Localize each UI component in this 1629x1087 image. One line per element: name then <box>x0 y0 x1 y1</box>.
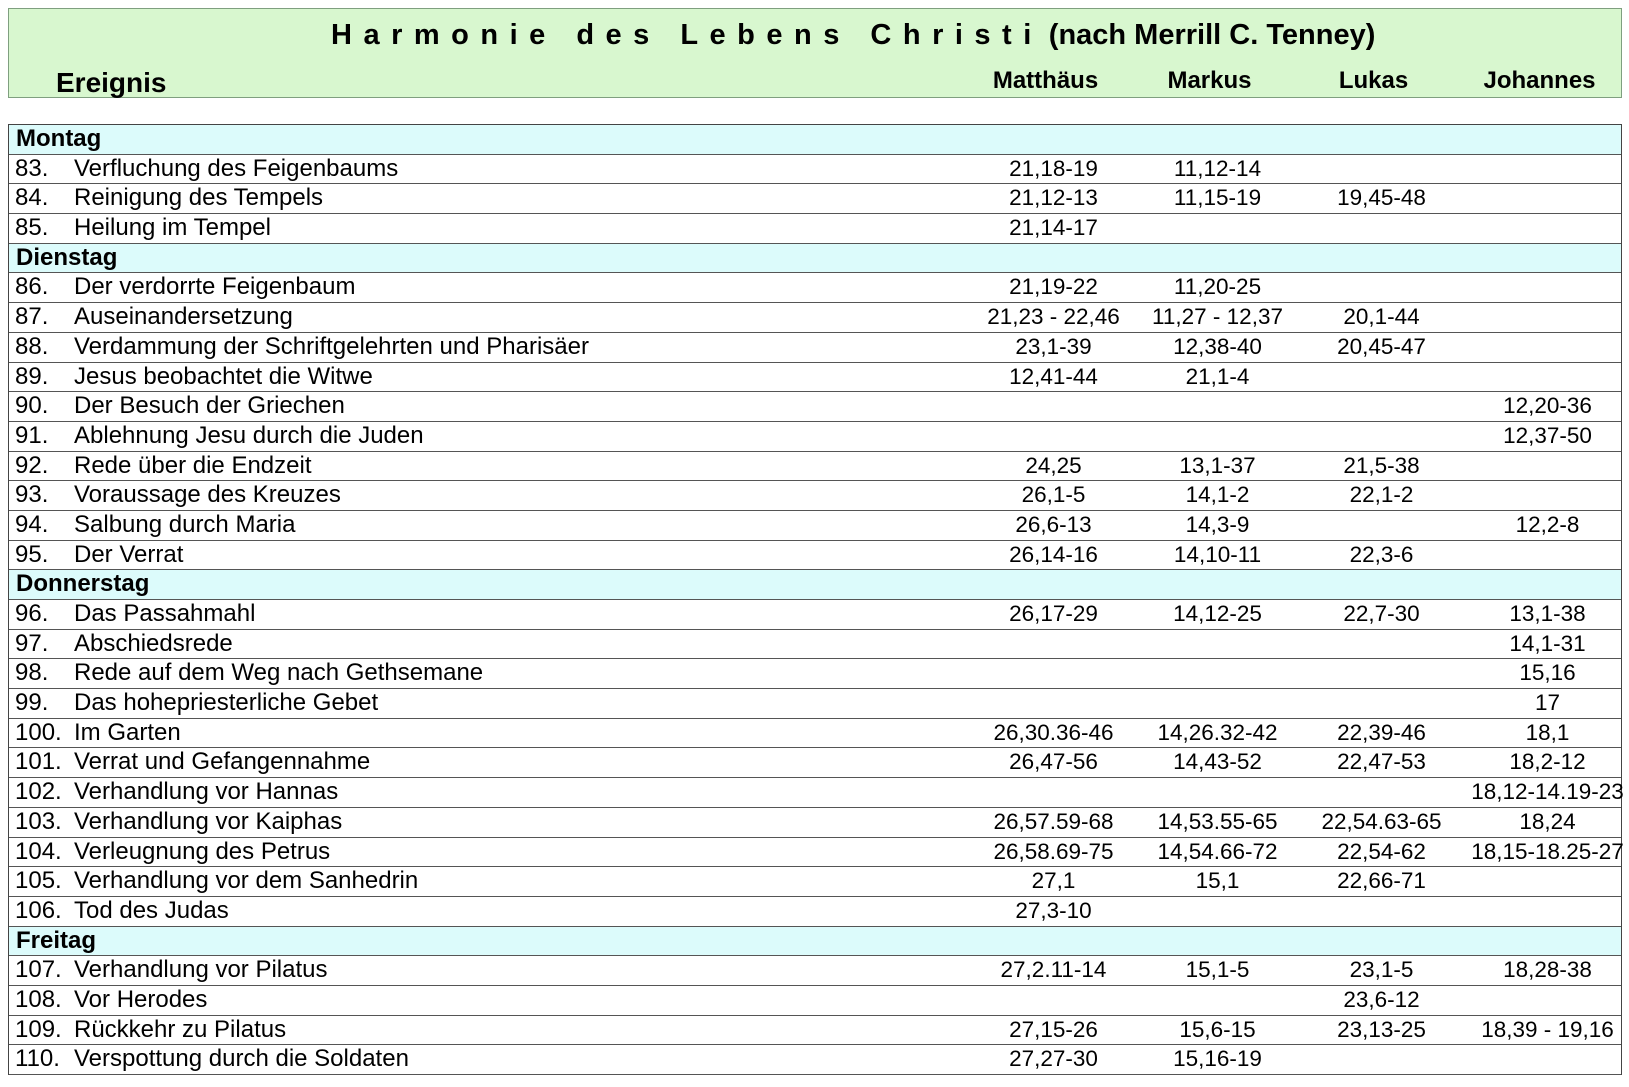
section-label: Donnerstag <box>16 570 150 598</box>
ref-johannes: 14,1-31 <box>1509 630 1586 656</box>
ref-matthaeus: 23,1-39 <box>1015 333 1092 359</box>
column-header-event: Ereignis <box>56 67 167 98</box>
ref-markus: 15,6-15 <box>1179 1016 1256 1042</box>
ref-johannes: 18,1 <box>1525 719 1570 745</box>
table-row <box>9 303 1621 333</box>
ref-markus: 14,12-25 <box>1173 601 1262 626</box>
event-name: Verhandlung vor Pilatus <box>74 956 328 984</box>
ref-johannes: 17 <box>1534 690 1561 716</box>
event-name: Verrat und Gefangennahme <box>74 748 371 776</box>
table-row <box>9 719 1621 749</box>
event-name: Rückkehr zu Pilatus <box>74 1015 287 1043</box>
table-row <box>9 748 1621 778</box>
ref-lukas: 22,7-30 <box>1343 601 1420 626</box>
page-title <box>9 19 1621 52</box>
ref-markus: 11,27 - 12,37 <box>1152 304 1283 330</box>
ref-matthaeus: 21,18-19 <box>1009 155 1098 181</box>
event-number: 95. <box>15 540 49 568</box>
table-row <box>9 630 1621 660</box>
event-name: Im Garten <box>74 718 181 746</box>
ref-markus: 14,54.66-72 <box>1157 838 1278 864</box>
title-main: Harmonie des Lebens Christi <box>331 19 1043 51</box>
ref-markus: 14,3-9 <box>1185 511 1250 537</box>
table-row <box>9 392 1621 422</box>
section-label: Montag <box>16 125 102 152</box>
ref-markus: 11,20-25 <box>1173 274 1262 300</box>
harmony-table <box>8 124 1622 1075</box>
event-name: Verfluchung des Feigenbaums <box>74 154 399 182</box>
ref-lukas: 22,54.63-65 <box>1321 808 1442 834</box>
ref-johannes: 12,37-50 <box>1503 422 1592 448</box>
ref-matthaeus: 27,2.11-14 <box>1000 957 1107 983</box>
event-name: Reinigung des Tempels <box>74 184 324 212</box>
ref-matthaeus: 27,27-30 <box>1009 1046 1098 1072</box>
event-name: Rede auf dem Weg nach Gethsemane <box>74 659 484 687</box>
ref-johannes: 13,1-38 <box>1509 601 1586 626</box>
ref-matthaeus: 21,14-17 <box>1009 215 1098 241</box>
ref-markus: 11,12-14 <box>1173 155 1262 181</box>
event-number: 88. <box>15 332 49 360</box>
ref-matthaeus: 26,17-29 <box>1009 601 1098 626</box>
ref-johannes: 18,15-18.25-27 <box>1471 838 1624 864</box>
event-number: 85. <box>15 214 49 242</box>
table-row <box>9 778 1624 808</box>
event-number: 83. <box>15 154 49 182</box>
ref-matthaeus: 27,1 <box>1031 868 1076 894</box>
table-row <box>9 808 1621 838</box>
title-suffix: (nach Merrill C. Tenney) <box>1048 19 1376 51</box>
column-header-lukas: Lukas <box>1338 67 1409 94</box>
table-row <box>9 452 1621 482</box>
event-name: Vor Herodes <box>74 985 208 1013</box>
event-name: Abschiedsrede <box>74 629 233 657</box>
event-number: 102. <box>15 778 62 806</box>
table-row <box>9 363 1621 393</box>
ref-lukas: 22,54-62 <box>1337 838 1426 864</box>
table-row <box>9 897 1621 927</box>
ref-matthaeus: 27,15-26 <box>1009 1016 1098 1042</box>
event-number: 104. <box>15 837 62 865</box>
table-row <box>9 1016 1621 1046</box>
ref-lukas: 20,45-47 <box>1337 333 1426 359</box>
ref-johannes: 18,12-14.19-23 <box>1471 779 1624 805</box>
ref-lukas: 22,39-46 <box>1337 719 1426 745</box>
event-number: 98. <box>15 659 49 687</box>
event-name: Ablehnung Jesu durch die Juden <box>74 421 424 449</box>
table-row <box>9 659 1621 689</box>
event-name: Verspottung durch die Soldaten <box>74 1045 409 1073</box>
ref-markus: 11,15-19 <box>1173 185 1262 211</box>
event-number: 93. <box>15 481 49 509</box>
ref-matthaeus: 24,25 <box>1025 452 1082 478</box>
ref-matthaeus: 26,6-13 <box>1015 511 1092 537</box>
ref-markus: 14,10-11 <box>1173 541 1262 567</box>
event-number: 92. <box>15 451 49 479</box>
ref-matthaeus: 27,3-10 <box>1015 897 1092 923</box>
ref-lukas: 22,47-53 <box>1337 749 1426 775</box>
event-number: 110. <box>15 1045 60 1073</box>
ref-lukas: 21,5-38 <box>1343 452 1420 478</box>
table-row <box>9 956 1621 986</box>
event-name: Der verdorrte Feigenbaum <box>74 273 356 301</box>
table-row <box>9 333 1621 363</box>
ref-matthaeus: 26,1-5 <box>1021 482 1086 508</box>
table-row <box>9 214 1621 244</box>
ref-markus: 13,1-37 <box>1179 452 1256 478</box>
ref-matthaeus: 21,19-22 <box>1009 274 1098 300</box>
event-number: 108. <box>15 985 62 1013</box>
ref-lukas: 20,1-44 <box>1343 304 1420 330</box>
table-row <box>9 184 1621 214</box>
event-name: Salbung durch Maria <box>74 510 296 538</box>
ref-markus: 14,53.55-65 <box>1157 808 1278 834</box>
table-row <box>9 422 1621 452</box>
event-number: 87. <box>15 303 49 331</box>
table-row <box>9 481 1621 511</box>
event-number: 101. <box>15 748 62 776</box>
event-name: Rede über die Endzeit <box>74 451 312 479</box>
table-row <box>9 511 1621 541</box>
event-number: 89. <box>15 362 49 390</box>
table-row <box>9 867 1621 897</box>
event-name: Der Verrat <box>74 540 184 568</box>
event-number: 105. <box>15 867 62 895</box>
ref-matthaeus: 26,14-16 <box>1009 541 1098 567</box>
ref-lukas: 23,1-5 <box>1349 957 1414 983</box>
event-name: Jesus beobachtet die Witwe <box>74 362 373 390</box>
ref-lukas: 22,3-6 <box>1349 541 1414 567</box>
ref-johannes: 15,16 <box>1519 660 1576 686</box>
event-name: Verhandlung vor Hannas <box>74 778 339 806</box>
ref-johannes: 18,39 - 19,16 <box>1481 1016 1614 1042</box>
table-header <box>8 8 1622 98</box>
table-row <box>9 600 1621 630</box>
ref-lukas: 23,6-12 <box>1343 986 1420 1012</box>
ref-markus: 14,43-52 <box>1173 749 1262 775</box>
column-header-markus: Markus <box>1167 67 1252 94</box>
event-number: 96. <box>15 600 49 627</box>
event-name: Voraussage des Kreuzes <box>74 481 341 509</box>
event-name: Heilung im Tempel <box>74 214 271 242</box>
event-number: 97. <box>15 629 49 657</box>
event-name: Auseinandersetzung <box>74 303 293 331</box>
ref-matthaeus: 26,30.36-46 <box>993 719 1114 745</box>
section-label: Freitag <box>16 926 97 954</box>
ref-johannes: 18,28-38 <box>1503 957 1592 983</box>
ref-lukas: 19,45-48 <box>1337 185 1426 211</box>
ref-matthaeus: 26,58.69-75 <box>993 838 1114 864</box>
table-row <box>9 986 1621 1016</box>
table-row <box>9 541 1621 571</box>
event-number: 103. <box>15 807 62 835</box>
event-number: 107. <box>15 956 62 984</box>
event-number: 84. <box>15 184 49 212</box>
ref-matthaeus: 26,57.59-68 <box>993 808 1114 834</box>
ref-matthaeus: 21,23 - 22,46 <box>987 304 1120 330</box>
event-number: 99. <box>15 689 49 717</box>
ref-markus: 15,1 <box>1195 868 1240 894</box>
ref-lukas: 22,1-2 <box>1349 482 1414 508</box>
ref-markus: 12,38-40 <box>1173 333 1262 359</box>
ref-markus: 15,16-19 <box>1173 1046 1262 1072</box>
ref-markus: 14,26.32-42 <box>1157 719 1278 745</box>
event-name: Verleugnung des Petrus <box>74 837 331 865</box>
event-name: Der Besuch der Griechen <box>74 392 345 420</box>
event-number: 86. <box>15 273 49 301</box>
column-header-johannes: Johannes <box>1483 67 1596 94</box>
ref-matthaeus: 12,41-44 <box>1009 363 1098 389</box>
section-label: Dienstag <box>16 243 118 271</box>
table-row <box>9 689 1621 719</box>
event-number: 109. <box>15 1015 62 1043</box>
ref-johannes: 18,24 <box>1519 808 1576 834</box>
ref-lukas: 22,66-71 <box>1337 868 1426 894</box>
event-number: 106. <box>15 896 62 924</box>
ref-johannes: 18,2-12 <box>1509 749 1586 775</box>
section-row <box>9 927 1621 957</box>
event-name: Verhandlung vor Kaiphas <box>74 807 343 835</box>
table-row <box>9 155 1621 185</box>
event-number: 90. <box>15 392 49 420</box>
event-name: Das hohepriesterliche Gebet <box>74 689 379 717</box>
ref-johannes: 12,20-36 <box>1503 393 1592 419</box>
event-number: 94. <box>15 510 49 538</box>
column-header-matthaeus: Matthäus <box>992 67 1099 94</box>
ref-markus: 15,1-5 <box>1185 957 1250 983</box>
ref-markus: 14,1-2 <box>1185 482 1250 508</box>
event-name: Verdammung der Schriftgelehrten und Pharisäer <box>74 332 589 360</box>
event-number: 100. <box>15 718 62 746</box>
event-name: Das Passahmahl <box>74 600 256 627</box>
table-row <box>9 273 1621 303</box>
event-name: Verhandlung vor dem Sanhedrin <box>74 867 419 895</box>
ref-matthaeus: 26,47-56 <box>1009 749 1098 775</box>
ref-markus: 21,1-4 <box>1185 363 1250 389</box>
ref-lukas: 23,13-25 <box>1337 1016 1426 1042</box>
section-row <box>9 125 1621 155</box>
section-row <box>9 570 1621 600</box>
ref-matthaeus: 21,12-13 <box>1009 185 1098 211</box>
event-name: Tod des Judas <box>74 896 229 924</box>
table-row <box>9 1045 1621 1075</box>
section-row <box>9 244 1621 274</box>
event-number: 91. <box>15 421 49 449</box>
ref-johannes: 12,2-8 <box>1515 511 1580 537</box>
table-row <box>9 837 1624 868</box>
